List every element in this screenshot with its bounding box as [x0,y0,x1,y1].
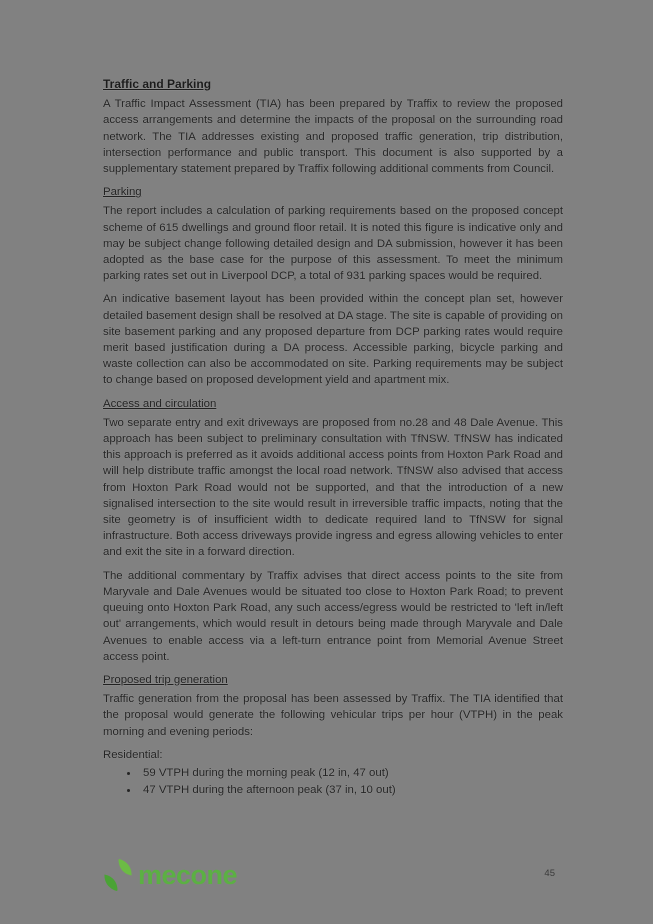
document-body [103,76,563,798]
access-paragraph-1: Two separate entry and exit driveways are proposed from no.28 and 48 Dale Avenue. This approach has been subject to preliminary consultation with TfNSW. TfNSW has indicated this approach is preferred as it avoids additional access points from Hoxton Park Road and will help distribute traffic amongst the local road network. TfNSW also advised that access from Hoxton Park Road would not be supported, and that the introduction of a new signalised intersection to the site would result in irreversible traffic impacts, noting that the site geometry is of insufficient width to dedicate required land to TfNSW for signal infrastructure. Both access driveways provide ingress and egress allowing vehicles to enter and exit the site in a forward direction. [103,416,563,559]
mecone-logo-text: mecone [138,860,238,890]
page-footer [103,856,555,898]
residential-label: Residential: [103,748,163,761]
trip-paragraph: Traffic generation from the proposal has been assessed by Traffix. The TIA identified that the proposal would generate the following vehicular trips per hour (VTPH) in the peak morning and evening periods: [103,693,563,738]
list-item: • 47 VTPH during the afternoon peak (37 in, 10 out) [139,782,563,799]
access-paragraph-2: The additional commentary by Traffix advises that direct access points to the site from Maryvale and Dale Avenues would be situated too close to Hoxton Park Road; to prevent queuing onto Hoxton Park Road, any such access/egress would be restricted to 'left in/left out' arrangements, which would result in detours being made through Maryvale and Dale Avenues to enable access via a left-turn entrance point from Memorial Avenue Street access point. [103,569,563,663]
heading-trip-generation: Proposed trip generation [103,673,228,686]
parking-paragraph-1: The report includes a calculation of parking requirements based on the proposed concept scheme of 615 dwellings and ground floor retail. It is noted this figure is indicative only and may be subject change following detailed design and DA submission, however it has been adopted as the base case for the purpose of this assessment. To meet the minimum parking rates set out in Liverpool DCP, a total of 931 parking spaces would be required. [103,205,563,283]
page-title: Traffic and Parking [103,77,212,91]
mecone-logo [103,858,237,897]
parking-paragraph-2: An indicative basement layout has been provided within the concept plan set, however detailed basement design shall be resolved at DA stage. The site is capable of providing on site basement parking and any proposed departure from DCP parking rates would require merit based justification during a DA process. Accessible parking, bicycle parking and waste collection can also be accommodated on site. Parking requirements may be subject to change based on proposed development yield and apartment mix. [103,293,563,387]
page-number: 45 [544,868,555,879]
trip-bullet-list [103,765,563,798]
heading-access-circulation: Access and circulation [103,397,217,410]
mecone-leaf-icon [103,858,133,897]
heading-parking: Parking [103,186,142,199]
intro-paragraph: A Traffic Impact Assessment (TIA) has been prepared by Traffix to review the proposed access arrangements and determine the impacts of the proposal on the surrounding road network. The TIA addresses existing and proposed traffic generation, trip distribution, intersection performance and public transport. This document is also supported by a supplementary statement prepared by Traffix following additional comments from Council. [103,98,563,176]
list-item: • 59 VTPH during the morning peak (12 in, 47 out) [139,765,563,782]
